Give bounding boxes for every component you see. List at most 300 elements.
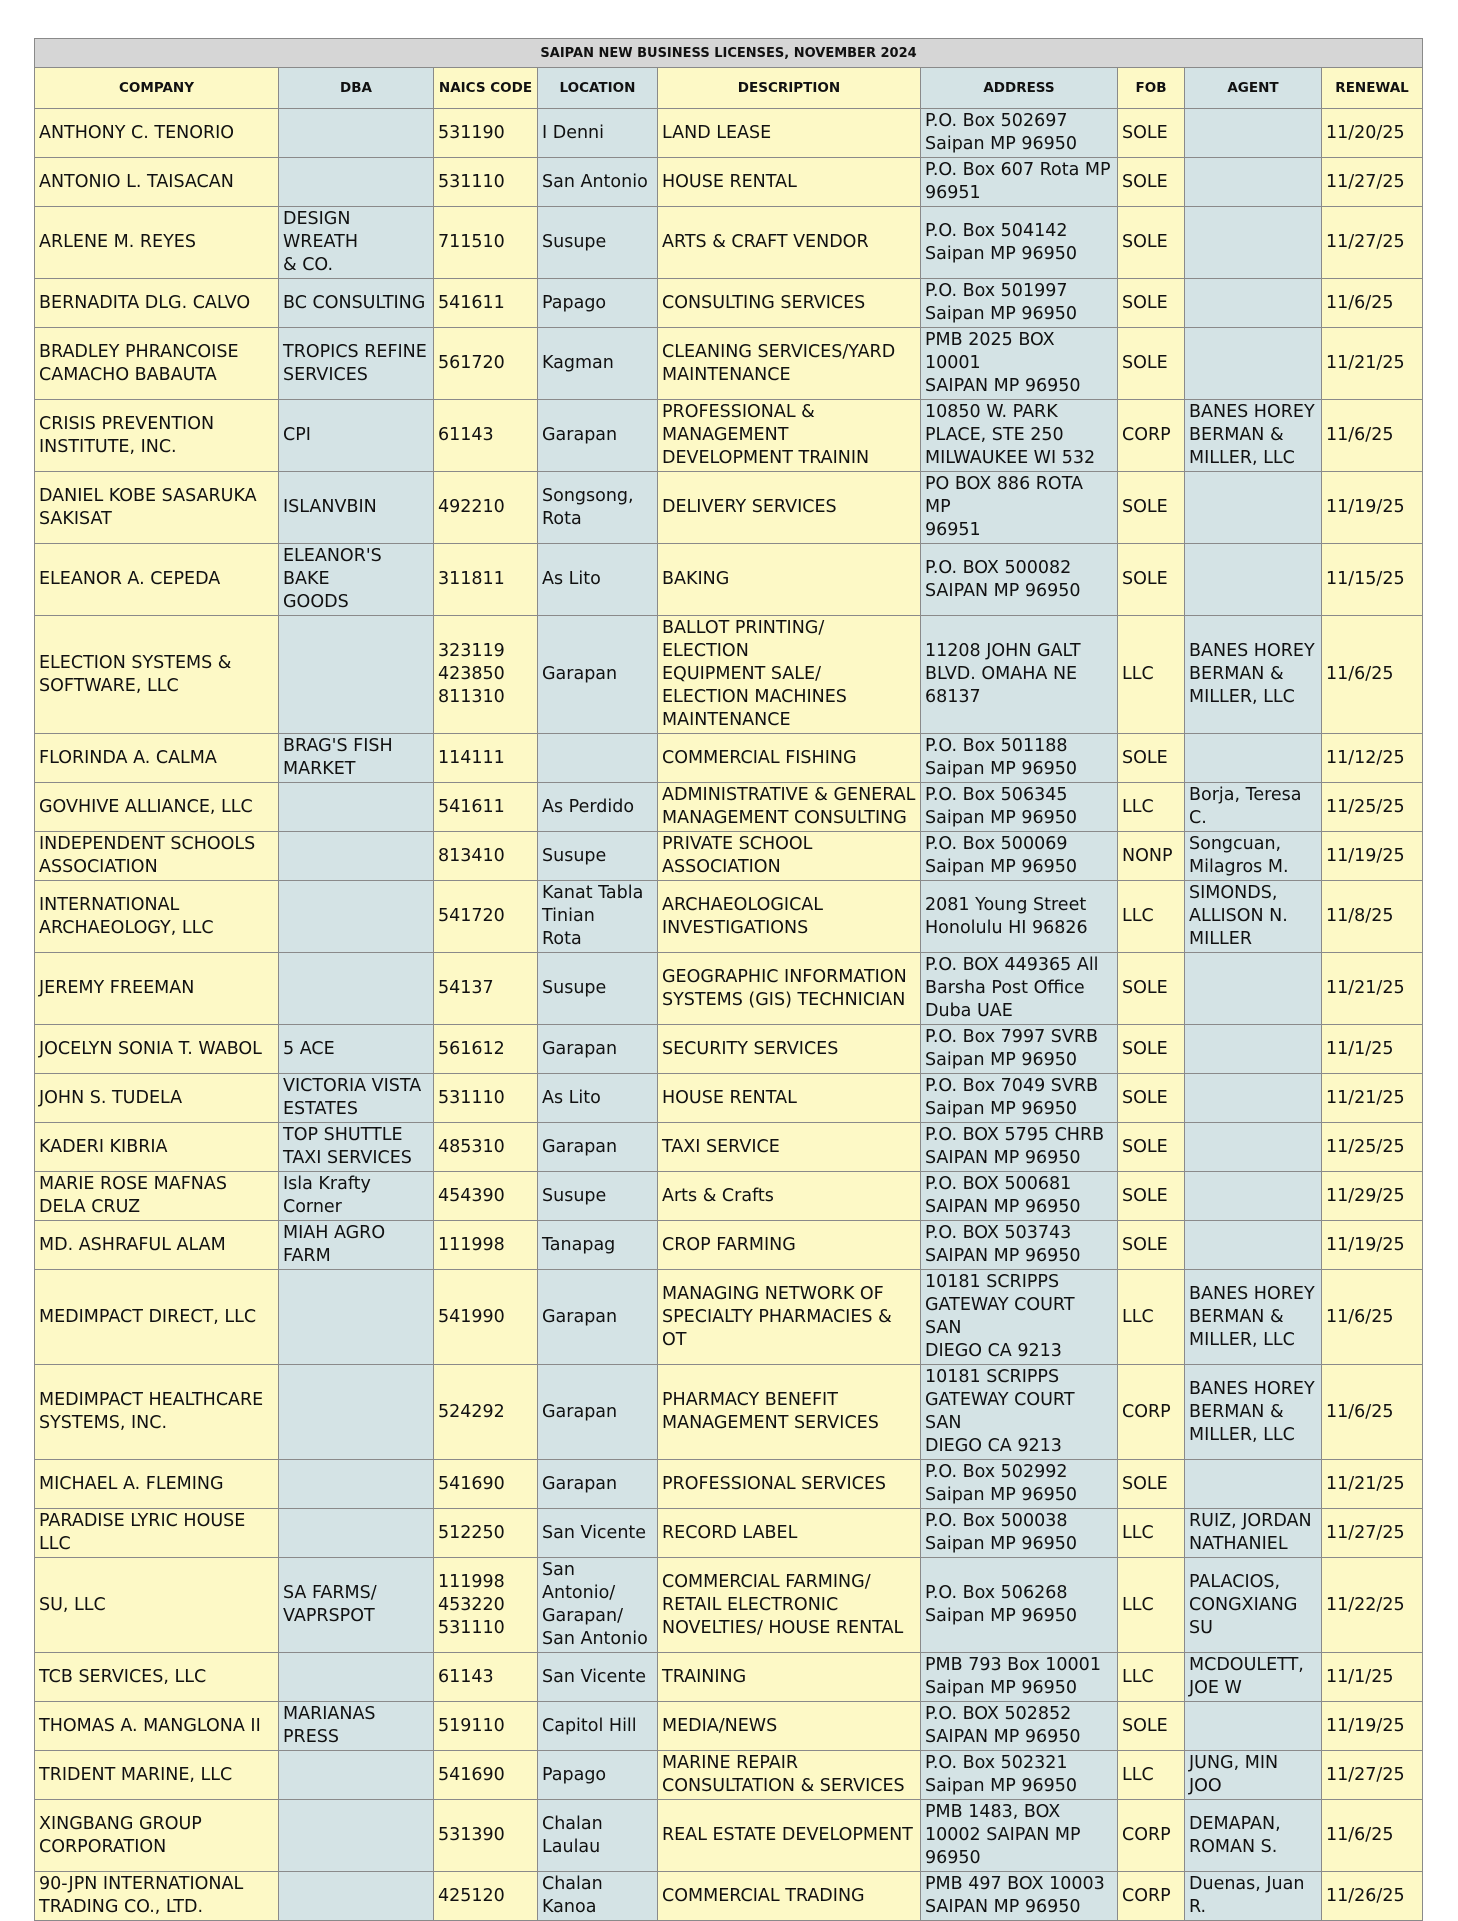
- cell-dba: TOP SHUTTLE TAXI SERVICES: [279, 1123, 434, 1172]
- cell-naics: 61143: [434, 400, 538, 472]
- cell-agent: [1185, 1025, 1322, 1074]
- table-row: [35, 158, 1423, 207]
- cell-fob: SOLE: [1118, 207, 1185, 279]
- cell-dba: BC CONSULTING: [279, 279, 434, 328]
- cell-company: MARIE ROSE MAFNAS DELA CRUZ: [35, 1172, 279, 1221]
- table-row: [35, 544, 1423, 616]
- cell-fob: SOLE: [1118, 953, 1185, 1025]
- cell-address: P.O. Box 502697 Saipan MP 96950: [921, 109, 1118, 158]
- cell-address: P.O. BOX 5795 CHRB SAIPAN MP 96950: [921, 1123, 1118, 1172]
- cell-description: PROFESSIONAL & MANAGEMENT DEVELOPMENT TRAININ: [658, 400, 921, 472]
- cell-company: INDEPENDENT SCHOOLS ASSOCIATION: [35, 832, 279, 881]
- cell-location: As Lito: [538, 544, 658, 616]
- cell-renewal: 11/6/25: [1322, 1800, 1423, 1872]
- cell-address: P.O. BOX 500082 SAIPAN MP 96950: [921, 544, 1118, 616]
- table-row: [35, 1702, 1423, 1751]
- cell-description: BALLOT PRINTING/ ELECTION EQUIPMENT SALE/ ELECTION MACHINES MAINTENANCE: [658, 616, 921, 734]
- cell-company: TRIDENT MARINE, LLC: [35, 1751, 279, 1800]
- cell-agent: Duenas, Juan R.: [1185, 1872, 1322, 1921]
- column-header-location: LOCATION: [538, 68, 658, 109]
- cell-company: BRADLEY PHRANCOISE CAMACHO BABAUTA: [35, 328, 279, 400]
- table-row: [35, 472, 1423, 544]
- cell-fob: LLC: [1118, 1558, 1185, 1653]
- cell-description: ADMINISTRATIVE & GENERAL MANAGEMENT CONSULTING: [658, 783, 921, 832]
- cell-fob: CORP: [1118, 400, 1185, 472]
- cell-dba: ISLANVBIN: [279, 472, 434, 544]
- cell-location: Capitol Hill: [538, 1702, 658, 1751]
- cell-location: As Lito: [538, 1074, 658, 1123]
- cell-renewal: 11/25/25: [1322, 1123, 1423, 1172]
- cell-renewal: 11/27/25: [1322, 207, 1423, 279]
- cell-naics: 711510: [434, 207, 538, 279]
- cell-dba: MIAH AGRO FARM: [279, 1221, 434, 1270]
- cell-description: COMMERCIAL FARMING/ RETAIL ELECTRONIC NOVELTIES/ HOUSE RENTAL: [658, 1558, 921, 1653]
- cell-description: ARTS & CRAFT VENDOR: [658, 207, 921, 279]
- cell-naics: 531110: [434, 1074, 538, 1123]
- cell-fob: LLC: [1118, 616, 1185, 734]
- cell-location: Chalan Kanoa: [538, 1872, 658, 1921]
- cell-renewal: 11/19/25: [1322, 1702, 1423, 1751]
- table-row: [35, 1074, 1423, 1123]
- cell-naics: 454390: [434, 1172, 538, 1221]
- cell-naics: 813410: [434, 832, 538, 881]
- cell-description: PROFESSIONAL SERVICES: [658, 1460, 921, 1509]
- cell-location: Garapan: [538, 400, 658, 472]
- cell-agent: Borja, Teresa C.: [1185, 783, 1322, 832]
- cell-naics: 61143: [434, 1653, 538, 1702]
- column-header-fob: FOB: [1118, 68, 1185, 109]
- cell-dba: CPI: [279, 400, 434, 472]
- cell-description: RECORD LABEL: [658, 1509, 921, 1558]
- cell-description: Arts & Crafts: [658, 1172, 921, 1221]
- cell-address: PO BOX 886 ROTA MP 96951: [921, 472, 1118, 544]
- cell-address: 10181 SCRIPPS GATEWAY COURT SAN DIEGO CA 9213: [921, 1270, 1118, 1365]
- cell-agent: BANES HOREY BERMAN & MILLER, LLC: [1185, 1270, 1322, 1365]
- cell-location: Kagman: [538, 328, 658, 400]
- cell-dba: [279, 1365, 434, 1460]
- cell-fob: CORP: [1118, 1800, 1185, 1872]
- cell-renewal: 11/21/25: [1322, 953, 1423, 1025]
- table-row: [35, 1653, 1423, 1702]
- cell-dba: [279, 1653, 434, 1702]
- cell-naics: 111998 453220 531110: [434, 1558, 538, 1653]
- cell-company: ARLENE M. REYES: [35, 207, 279, 279]
- cell-description: ARCHAEOLOGICAL INVESTIGATIONS: [658, 881, 921, 953]
- cell-agent: SIMONDS, ALLISON N. MILLER: [1185, 881, 1322, 953]
- cell-dba: [279, 783, 434, 832]
- cell-dba: [279, 616, 434, 734]
- column-header-description: DESCRIPTION: [658, 68, 921, 109]
- cell-renewal: 11/27/25: [1322, 1751, 1423, 1800]
- cell-agent: [1185, 544, 1322, 616]
- table-row: [35, 1221, 1423, 1270]
- cell-location: Garapan: [538, 1460, 658, 1509]
- cell-company: JOHN S. TUDELA: [35, 1074, 279, 1123]
- cell-naics: 54137: [434, 953, 538, 1025]
- cell-agent: [1185, 1221, 1322, 1270]
- cell-fob: SOLE: [1118, 1460, 1185, 1509]
- cell-renewal: 11/1/25: [1322, 1025, 1423, 1074]
- cell-location: Susupe: [538, 832, 658, 881]
- cell-fob: SOLE: [1118, 1074, 1185, 1123]
- cell-fob: SOLE: [1118, 109, 1185, 158]
- cell-fob: SOLE: [1118, 544, 1185, 616]
- cell-renewal: 11/8/25: [1322, 881, 1423, 953]
- cell-naics: 111998: [434, 1221, 538, 1270]
- cell-fob: SOLE: [1118, 734, 1185, 783]
- cell-address: P.O. Box 504142 Saipan MP 96950: [921, 207, 1118, 279]
- cell-naics: 531110: [434, 158, 538, 207]
- cell-company: MEDIMPACT DIRECT, LLC: [35, 1270, 279, 1365]
- cell-renewal: 11/6/25: [1322, 1270, 1423, 1365]
- cell-fob: SOLE: [1118, 1702, 1185, 1751]
- licenses-table: [34, 38, 1423, 1921]
- cell-description: CLEANING SERVICES/YARD MAINTENANCE: [658, 328, 921, 400]
- cell-address: P.O. BOX 500681 SAIPAN MP 96950: [921, 1172, 1118, 1221]
- column-header-agent: AGENT: [1185, 68, 1322, 109]
- cell-naics: 512250: [434, 1509, 538, 1558]
- cell-agent: [1185, 953, 1322, 1025]
- cell-location: San Vicente: [538, 1653, 658, 1702]
- table-row: [35, 1800, 1423, 1872]
- cell-description: HOUSE RENTAL: [658, 1074, 921, 1123]
- cell-description: SECURITY SERVICES: [658, 1025, 921, 1074]
- cell-dba: [279, 1270, 434, 1365]
- cell-agent: PALACIOS, CONGXIANG SU: [1185, 1558, 1322, 1653]
- cell-dba: SA FARMS/ VAPRSPOT: [279, 1558, 434, 1653]
- cell-location: Garapan: [538, 1123, 658, 1172]
- cell-agent: [1185, 472, 1322, 544]
- cell-renewal: 11/6/25: [1322, 616, 1423, 734]
- cell-address: P.O. BOX 503743 SAIPAN MP 96950: [921, 1221, 1118, 1270]
- cell-naics: 519110: [434, 1702, 538, 1751]
- cell-naics: 541611: [434, 783, 538, 832]
- cell-agent: BANES HOREY BERMAN & MILLER, LLC: [1185, 1365, 1322, 1460]
- cell-company: MD. ASHRAFUL ALAM: [35, 1221, 279, 1270]
- cell-description: DELIVERY SERVICES: [658, 472, 921, 544]
- cell-renewal: 11/1/25: [1322, 1653, 1423, 1702]
- cell-description: CROP FARMING: [658, 1221, 921, 1270]
- cell-description: CONSULTING SERVICES: [658, 279, 921, 328]
- cell-location: Susupe: [538, 953, 658, 1025]
- cell-fob: LLC: [1118, 1509, 1185, 1558]
- cell-description: BAKING: [658, 544, 921, 616]
- cell-agent: BANES HOREY BERMAN & MILLER, LLC: [1185, 400, 1322, 472]
- cell-naics: 114111: [434, 734, 538, 783]
- column-header-address: ADDRESS: [921, 68, 1118, 109]
- cell-fob: LLC: [1118, 783, 1185, 832]
- cell-naics: 541611: [434, 279, 538, 328]
- cell-company: JOCELYN SONIA T. WABOL: [35, 1025, 279, 1074]
- table-row: [35, 1270, 1423, 1365]
- cell-dba: [279, 832, 434, 881]
- cell-company: TCB SERVICES, LLC: [35, 1653, 279, 1702]
- cell-renewal: 11/26/25: [1322, 1872, 1423, 1921]
- cell-description: COMMERCIAL TRADING: [658, 1872, 921, 1921]
- table-row: [35, 1123, 1423, 1172]
- cell-naics: 541720: [434, 881, 538, 953]
- cell-location: Songsong, Rota: [538, 472, 658, 544]
- cell-address: 2081 Young Street Honolulu HI 96826: [921, 881, 1118, 953]
- table-row: [35, 279, 1423, 328]
- cell-company: INTERNATIONAL ARCHAEOLOGY, LLC: [35, 881, 279, 953]
- cell-fob: LLC: [1118, 881, 1185, 953]
- cell-agent: [1185, 207, 1322, 279]
- cell-agent: MCDOULETT, JOE W: [1185, 1653, 1322, 1702]
- cell-address: P.O. BOX 502852 SAIPAN MP 96950: [921, 1702, 1118, 1751]
- cell-naics: 425120: [434, 1872, 538, 1921]
- cell-dba: [279, 1751, 434, 1800]
- cell-description: TRAINING: [658, 1653, 921, 1702]
- cell-fob: LLC: [1118, 1751, 1185, 1800]
- table-row: [35, 1172, 1423, 1221]
- cell-agent: RUIZ, JORDAN NATHANIEL: [1185, 1509, 1322, 1558]
- cell-company: THOMAS A. MANGLONA II: [35, 1702, 279, 1751]
- cell-description: MANAGING NETWORK OF SPECIALTY PHARMACIES & OT: [658, 1270, 921, 1365]
- cell-address: P.O. Box 506345 Saipan MP 96950: [921, 783, 1118, 832]
- cell-renewal: 11/12/25: [1322, 734, 1423, 783]
- cell-location: Tanapag: [538, 1221, 658, 1270]
- cell-renewal: 11/6/25: [1322, 400, 1423, 472]
- cell-fob: SOLE: [1118, 472, 1185, 544]
- cell-company: KADERI KIBRIA: [35, 1123, 279, 1172]
- cell-description: HOUSE RENTAL: [658, 158, 921, 207]
- cell-address: 11208 JOHN GALT BLVD. OMAHA NE 68137: [921, 616, 1118, 734]
- cell-company: ELEANOR A. CEPEDA: [35, 544, 279, 616]
- table-row: [35, 109, 1423, 158]
- cell-address: P.O. Box 501997 Saipan MP 96950: [921, 279, 1118, 328]
- cell-fob: LLC: [1118, 1653, 1185, 1702]
- cell-agent: [1185, 1172, 1322, 1221]
- cell-naics: 485310: [434, 1123, 538, 1172]
- cell-agent: JUNG, MIN JOO: [1185, 1751, 1322, 1800]
- cell-renewal: 11/19/25: [1322, 1221, 1423, 1270]
- cell-company: ANTHONY C. TENORIO: [35, 109, 279, 158]
- cell-naics: 541990: [434, 1270, 538, 1365]
- cell-location: Papago: [538, 1751, 658, 1800]
- cell-naics: 531390: [434, 1800, 538, 1872]
- cell-address: P.O. Box 607 Rota MP 96951: [921, 158, 1118, 207]
- cell-address: 10181 SCRIPPS GATEWAY COURT SAN DIEGO CA 9213: [921, 1365, 1118, 1460]
- cell-address: P.O. Box 7997 SVRB Saipan MP 96950: [921, 1025, 1118, 1074]
- table-row: [35, 734, 1423, 783]
- cell-agent: Songcuan, Milagros M.: [1185, 832, 1322, 881]
- cell-address: P.O. Box 506268 Saipan MP 96950: [921, 1558, 1118, 1653]
- sheet-title: SAIPAN NEW BUSINESS LICENSES, NOVEMBER 2024: [35, 39, 1423, 68]
- cell-agent: BANES HOREY BERMAN & MILLER, LLC: [1185, 616, 1322, 734]
- cell-location: San Vicente: [538, 1509, 658, 1558]
- cell-agent: [1185, 328, 1322, 400]
- cell-fob: SOLE: [1118, 1025, 1185, 1074]
- cell-renewal: 11/21/25: [1322, 1074, 1423, 1123]
- cell-company: ELECTION SYSTEMS & SOFTWARE, LLC: [35, 616, 279, 734]
- column-header-dba: DBA: [279, 68, 434, 109]
- cell-company: SU, LLC: [35, 1558, 279, 1653]
- cell-address: P.O. Box 500069 Saipan MP 96950: [921, 832, 1118, 881]
- cell-dba: [279, 158, 434, 207]
- cell-fob: NONP: [1118, 832, 1185, 881]
- cell-dba: [279, 1460, 434, 1509]
- cell-address: PMB 2025 BOX 10001 SAIPAN MP 96950: [921, 328, 1118, 400]
- cell-dba: ELEANOR'S BAKE GOODS: [279, 544, 434, 616]
- cell-renewal: 11/21/25: [1322, 1460, 1423, 1509]
- cell-fob: SOLE: [1118, 328, 1185, 400]
- cell-description: GEOGRAPHIC INFORMATION SYSTEMS (GIS) TECHNICIAN: [658, 953, 921, 1025]
- cell-description: PRIVATE SCHOOL ASSOCIATION: [658, 832, 921, 881]
- cell-renewal: 11/19/25: [1322, 472, 1423, 544]
- cell-address: PMB 497 BOX 10003 SAIPAN MP 96950: [921, 1872, 1118, 1921]
- cell-company: PARADISE LYRIC HOUSE LLC: [35, 1509, 279, 1558]
- table-row: [35, 1025, 1423, 1074]
- table-row: [35, 207, 1423, 279]
- cell-agent: DEMAPAN, ROMAN S.: [1185, 1800, 1322, 1872]
- cell-location: San Antonio: [538, 158, 658, 207]
- cell-description: MARINE REPAIR CONSULTATION & SERVICES: [658, 1751, 921, 1800]
- cell-fob: LLC: [1118, 1270, 1185, 1365]
- cell-address: PMB 1483, BOX 10002 SAIPAN MP 96950: [921, 1800, 1118, 1872]
- table-row: [35, 1509, 1423, 1558]
- cell-naics: 323119 423850 811310: [434, 616, 538, 734]
- cell-renewal: 11/15/25: [1322, 544, 1423, 616]
- cell-agent: [1185, 109, 1322, 158]
- cell-location: Susupe: [538, 1172, 658, 1221]
- cell-description: PHARMACY BENEFIT MANAGEMENT SERVICES: [658, 1365, 921, 1460]
- cell-agent: [1185, 1074, 1322, 1123]
- cell-dba: [279, 1509, 434, 1558]
- cell-agent: [1185, 1460, 1322, 1509]
- cell-renewal: 11/20/25: [1322, 109, 1423, 158]
- cell-agent: [1185, 158, 1322, 207]
- table-row: [35, 783, 1423, 832]
- cell-agent: [1185, 279, 1322, 328]
- cell-description: LAND LEASE: [658, 109, 921, 158]
- table-row: [35, 616, 1423, 734]
- column-header-renewal: RENEWAL: [1322, 68, 1423, 109]
- cell-address: P.O. Box 502992 Saipan MP 96950: [921, 1460, 1118, 1509]
- table-row: [35, 832, 1423, 881]
- cell-renewal: 11/19/25: [1322, 832, 1423, 881]
- table-row: [35, 953, 1423, 1025]
- cell-location: Garapan: [538, 1025, 658, 1074]
- cell-dba: Isla Krafty Corner: [279, 1172, 434, 1221]
- cell-company: MICHAEL A. FLEMING: [35, 1460, 279, 1509]
- cell-dba: MARIANAS PRESS: [279, 1702, 434, 1751]
- column-header-naics-code: NAICS CODE: [434, 68, 538, 109]
- cell-address: 10850 W. PARK PLACE, STE 250 MILWAUKEE WI 532: [921, 400, 1118, 472]
- table-row: [35, 400, 1423, 472]
- cell-address: P.O. Box 502321 Saipan MP 96950: [921, 1751, 1118, 1800]
- cell-renewal: 11/29/25: [1322, 1172, 1423, 1221]
- cell-location: Kanat Tabla Tinian Rota: [538, 881, 658, 953]
- cell-renewal: 11/27/25: [1322, 1509, 1423, 1558]
- cell-dba: TROPICS REFINE SERVICES: [279, 328, 434, 400]
- cell-address: P.O. BOX 449365 All Barsha Post Office Duba UAE: [921, 953, 1118, 1025]
- cell-fob: SOLE: [1118, 1172, 1185, 1221]
- cell-renewal: 11/27/25: [1322, 158, 1423, 207]
- table-row: [35, 1558, 1423, 1653]
- table-row: [35, 1751, 1423, 1800]
- cell-location: As Perdido: [538, 783, 658, 832]
- cell-renewal: 11/6/25: [1322, 279, 1423, 328]
- cell-address: P.O. Box 7049 SVRB Saipan MP 96950: [921, 1074, 1118, 1123]
- cell-address: P.O. Box 500038 Saipan MP 96950: [921, 1509, 1118, 1558]
- cell-agent: [1185, 1702, 1322, 1751]
- cell-company: CRISIS PREVENTION INSTITUTE, INC.: [35, 400, 279, 472]
- cell-location: Papago: [538, 279, 658, 328]
- cell-dba: BRAG'S FISH MARKET: [279, 734, 434, 783]
- cell-dba: [279, 1872, 434, 1921]
- cell-dba: [279, 1800, 434, 1872]
- cell-location: [538, 734, 658, 783]
- cell-description: TAXI SERVICE: [658, 1123, 921, 1172]
- cell-address: P.O. Box 501188 Saipan MP 96950: [921, 734, 1118, 783]
- cell-dba: [279, 953, 434, 1025]
- cell-naics: 541690: [434, 1460, 538, 1509]
- cell-company: DANIEL KOBE SASARUKA SAKISAT: [35, 472, 279, 544]
- cell-company: XINGBANG GROUP CORPORATION: [35, 1800, 279, 1872]
- cell-company: FLORINDA A. CALMA: [35, 734, 279, 783]
- cell-naics: 524292: [434, 1365, 538, 1460]
- cell-naics: 492210: [434, 472, 538, 544]
- cell-renewal: 11/21/25: [1322, 328, 1423, 400]
- cell-company: BERNADITA DLG. CALVO: [35, 279, 279, 328]
- cell-fob: SOLE: [1118, 158, 1185, 207]
- cell-location: Susupe: [538, 207, 658, 279]
- cell-naics: 531190: [434, 109, 538, 158]
- cell-location: Garapan: [538, 616, 658, 734]
- cell-agent: [1185, 1123, 1322, 1172]
- cell-location: Garapan: [538, 1365, 658, 1460]
- cell-dba: VICTORIA VISTA ESTATES: [279, 1074, 434, 1123]
- cell-renewal: 11/6/25: [1322, 1365, 1423, 1460]
- cell-location: Chalan Laulau: [538, 1800, 658, 1872]
- cell-fob: SOLE: [1118, 1123, 1185, 1172]
- cell-location: Garapan: [538, 1270, 658, 1365]
- cell-address: PMB 793 Box 10001 Saipan MP 96950: [921, 1653, 1118, 1702]
- cell-renewal: 11/22/25: [1322, 1558, 1423, 1653]
- cell-description: REAL ESTATE DEVELOPMENT: [658, 1800, 921, 1872]
- cell-company: ANTONIO L. TAISACAN: [35, 158, 279, 207]
- cell-fob: SOLE: [1118, 1221, 1185, 1270]
- cell-naics: 561720: [434, 328, 538, 400]
- cell-fob: CORP: [1118, 1872, 1185, 1921]
- cell-location: I Denni: [538, 109, 658, 158]
- cell-naics: 541690: [434, 1751, 538, 1800]
- cell-renewal: 11/25/25: [1322, 783, 1423, 832]
- table-row: [35, 1365, 1423, 1460]
- column-header-company: COMPANY: [35, 68, 279, 109]
- cell-description: COMMERCIAL FISHING: [658, 734, 921, 783]
- cell-dba: [279, 109, 434, 158]
- cell-company: MEDIMPACT HEALTHCARE SYSTEMS, INC.: [35, 1365, 279, 1460]
- cell-fob: SOLE: [1118, 279, 1185, 328]
- table-row: [35, 881, 1423, 953]
- cell-agent: [1185, 734, 1322, 783]
- cell-naics: 561612: [434, 1025, 538, 1074]
- cell-company: JEREMY FREEMAN: [35, 953, 279, 1025]
- table-row: [35, 328, 1423, 400]
- cell-company: GOVHIVE ALLIANCE, LLC: [35, 783, 279, 832]
- cell-location: San Antonio/ Garapan/ San Antonio: [538, 1558, 658, 1653]
- cell-dba: 5 ACE: [279, 1025, 434, 1074]
- cell-naics: 311811: [434, 544, 538, 616]
- cell-fob: CORP: [1118, 1365, 1185, 1460]
- cell-dba: [279, 881, 434, 953]
- table-row: [35, 1460, 1423, 1509]
- cell-description: MEDIA/NEWS: [658, 1702, 921, 1751]
- cell-company: 90-JPN INTERNATIONAL TRADING CO., LTD.: [35, 1872, 279, 1921]
- cell-dba: DESIGN WREATH & CO.: [279, 207, 434, 279]
